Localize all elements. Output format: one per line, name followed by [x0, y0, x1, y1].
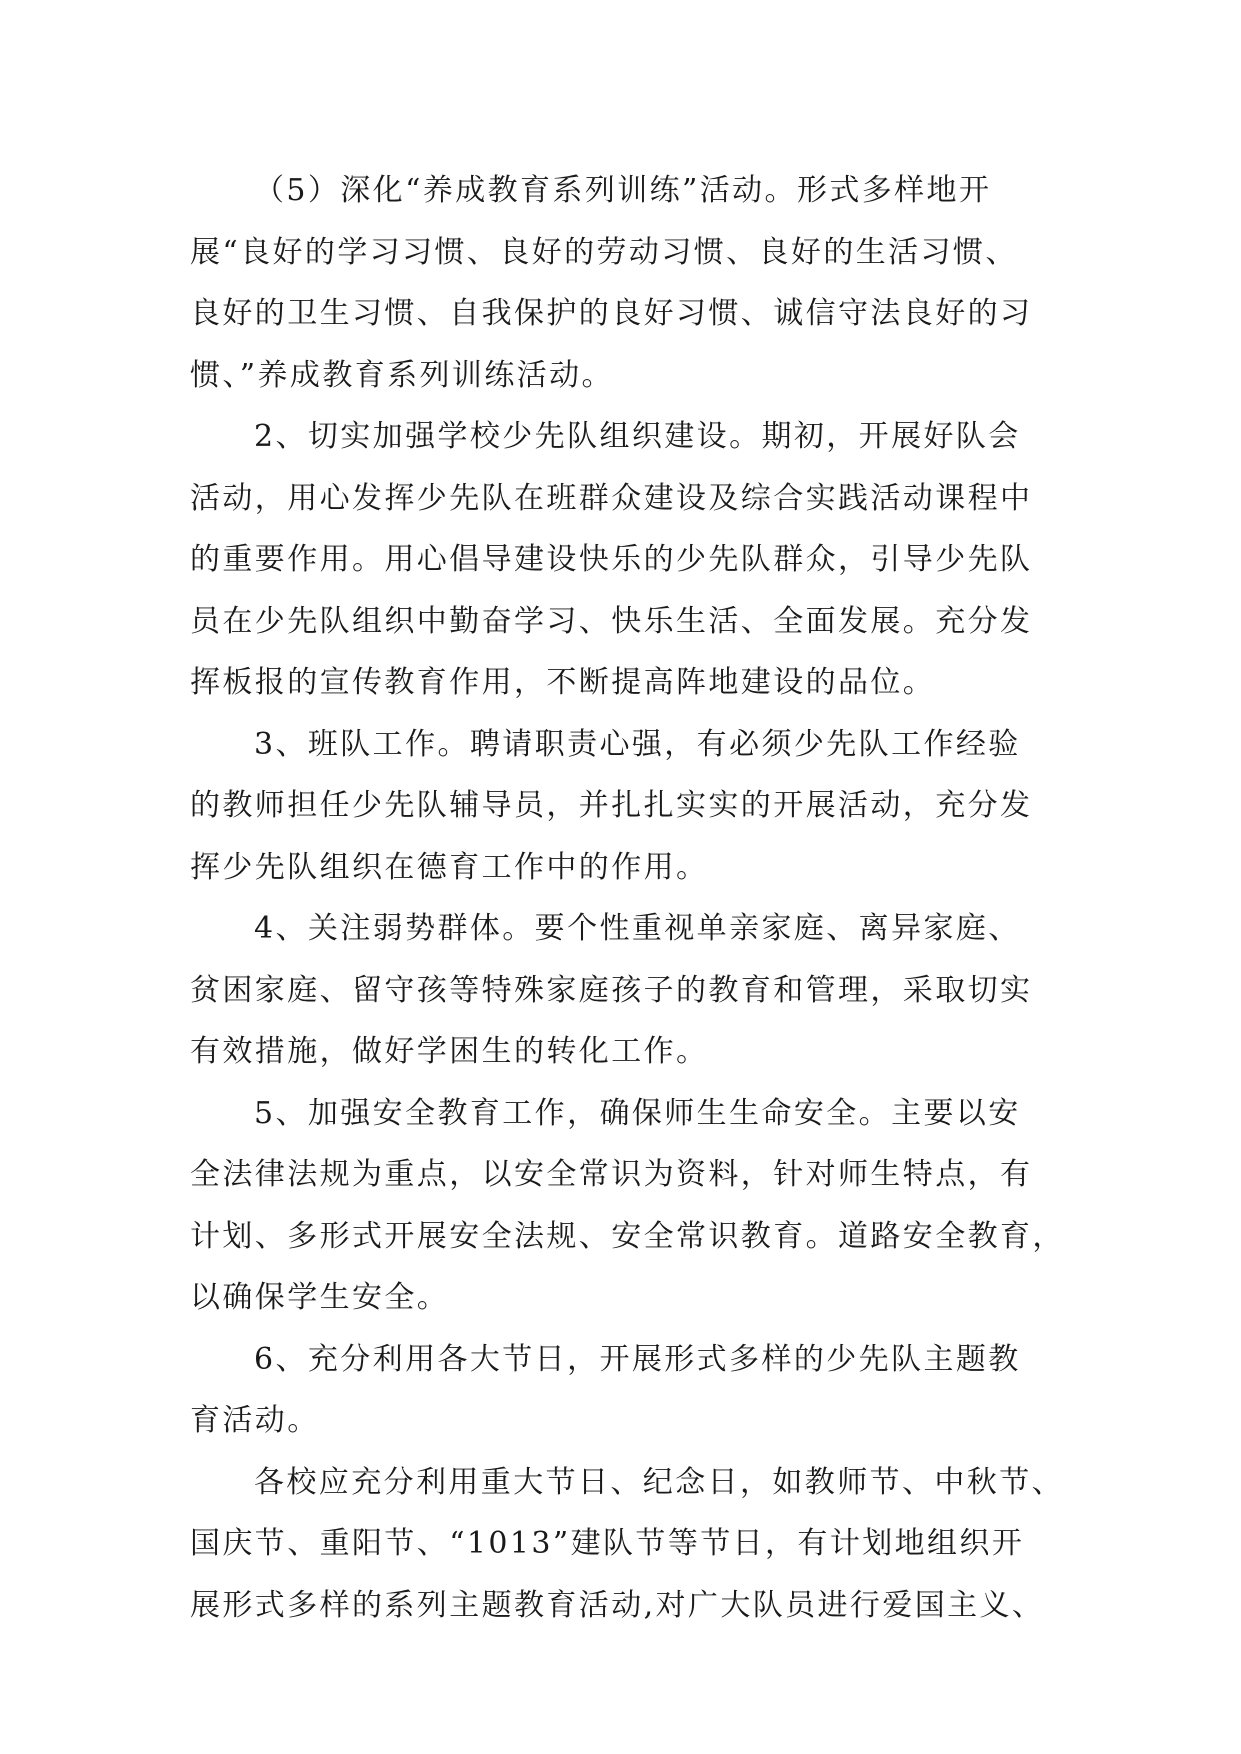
text-line: 贫困家庭、留守孩等特殊家庭孩子的教育和管理，采取切实 [190, 972, 1033, 1008]
body-text [190, 160, 1070, 1636]
text-line: 4、关注弱势群体。要个性重视单亲家庭、离异家庭、 [254, 911, 1021, 946]
text-line: 的重要作用。用心倡导建设快乐的少先队群众，引导少先队 [190, 542, 1033, 577]
text-line: 以确保学生安全。 [190, 1280, 450, 1315]
text-line: 挥板报的宣传教育作用，不断提高阵地建设的品位。 [190, 665, 936, 700]
text-line: 的教师担任少先队辅导员，并扎扎实实的开展活动，充分发 [190, 788, 1033, 823]
text-line: 良好的卫生习惯、自我保护的良好习惯、诚信守法良好的习 [190, 296, 1033, 331]
text-line: 惯、”养成教育系列训练活动。 [190, 357, 614, 393]
text-line: 6、充分利用各大节日，开展形式多样的少先队主题教 [254, 1341, 1021, 1377]
text-line: 展形式多样的系列主题教育活动,对广大队员进行爱国主义、 [190, 1587, 1045, 1623]
text-line: 计划、多形式开展安全法规、安全常识教育。道路安全教育， [190, 1218, 1065, 1254]
text-line: 国庆节、重阳节、“1013”建队节等节日，有计划地组织开 [190, 1526, 1025, 1561]
text-line: 育活动。 [190, 1403, 320, 1438]
text-line: （5）深化“养成教育系列训练”活动。形式多样地开 [254, 173, 992, 208]
text-line: 3、班队工作。聘请职责心强，有必须少先队工作经验 [254, 726, 1021, 762]
text-line: 2、切实加强学校少先队组织建设。期初，开展好队会 [254, 419, 1021, 454]
text-line: 有效措施，做好学困生的转化工作。 [190, 1034, 709, 1069]
text-line: 员在少先队组织中勤奋学习、快乐生活、全面发展。充分发 [190, 603, 1033, 639]
text-line: 各校应充分利用重大节日、纪念日，如教师节、中秋节、 [254, 1464, 1064, 1500]
text-line: 5、加强安全教育工作，确保师生生命安全。主要以安 [254, 1095, 1021, 1131]
text-line: 挥少先队组织在德育工作中的作用。 [190, 849, 709, 885]
text-line: 活动，用心发挥少先队在班群众建设及综合实践活动课程中 [190, 480, 1033, 516]
text-line: 全法律法规为重点，以安全常识为资料，针对师生特点，有 [190, 1157, 1033, 1192]
text-line: 展“良好的学习习惯、良好的劳动习惯、良好的生活习惯、 [190, 234, 1018, 270]
